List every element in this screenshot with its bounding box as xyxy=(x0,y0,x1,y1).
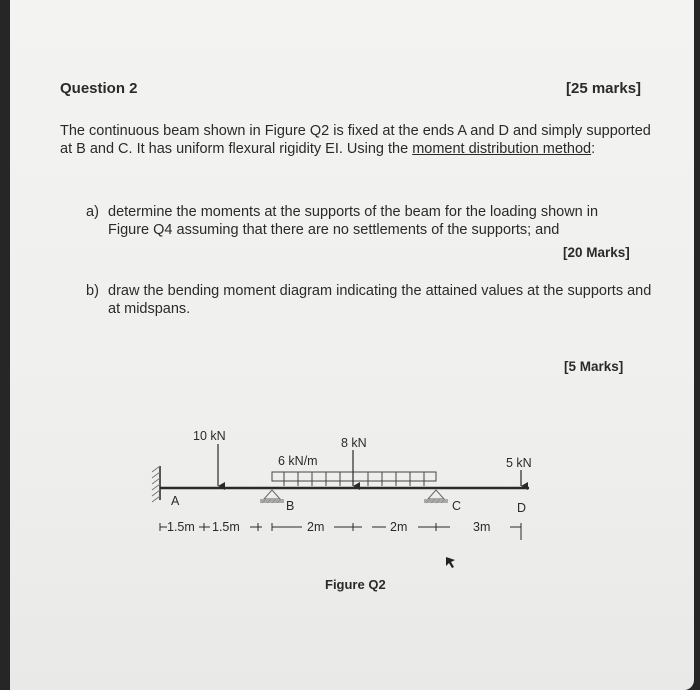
fixed-support-a xyxy=(152,466,160,502)
part-b-line-1: draw the bending moment diagram indicating the attained values at the supports and xyxy=(108,283,652,299)
mouse-cursor-icon xyxy=(446,557,455,568)
support-label-b: B xyxy=(286,499,295,513)
intro-line-1: The continuous beam shown in Figure Q2 is fixed at the ends A and D and simply supported xyxy=(60,123,651,139)
intro-line-2-prefix: at B and C. It has uniform flexural rigidity EI. Using the xyxy=(60,141,413,157)
support-label-c: C xyxy=(452,499,462,513)
dimension-3: 2m xyxy=(307,520,325,534)
udl-label: 6 kN/m xyxy=(278,454,318,468)
question-sheet xyxy=(10,0,694,690)
part-a-line-2: Figure Q4 assuming that there are no settlements of the supports; and xyxy=(108,222,560,238)
roller-support-c xyxy=(424,490,448,503)
part-b-line-2: at midspans. xyxy=(108,301,191,317)
part-a-label: a) xyxy=(86,204,99,220)
total-marks: [25 marks] xyxy=(566,80,642,97)
dimension-1: 1.5m xyxy=(167,520,195,534)
point-load-10kn-label: 10 kN xyxy=(193,429,226,443)
intro-method: moment distribution method xyxy=(412,141,592,157)
point-load-5kn-label: 5 kN xyxy=(506,456,532,470)
udl-load xyxy=(272,472,436,486)
question-title: Question 2 xyxy=(60,80,138,97)
intro-suffix: : xyxy=(591,141,596,157)
point-load-8kn-label: 8 kN xyxy=(341,436,367,450)
beam-figure xyxy=(10,0,694,690)
part-b-label: b) xyxy=(86,283,99,299)
dimension-2: 1.5m xyxy=(212,520,240,534)
dimension-4: 2m xyxy=(390,520,408,534)
roller-support-b xyxy=(260,490,284,503)
part-b-marks: [5 Marks] xyxy=(564,359,624,374)
part-a-marks: [20 Marks] xyxy=(563,245,630,260)
part-a-line-1: determine the moments at the supports of the beam for the loading shown in xyxy=(108,204,599,220)
figure-caption: Figure Q2 xyxy=(325,577,386,592)
dimension-5: 3m xyxy=(473,520,491,534)
support-label-a: A xyxy=(171,494,180,508)
support-label-d: D xyxy=(517,501,527,515)
